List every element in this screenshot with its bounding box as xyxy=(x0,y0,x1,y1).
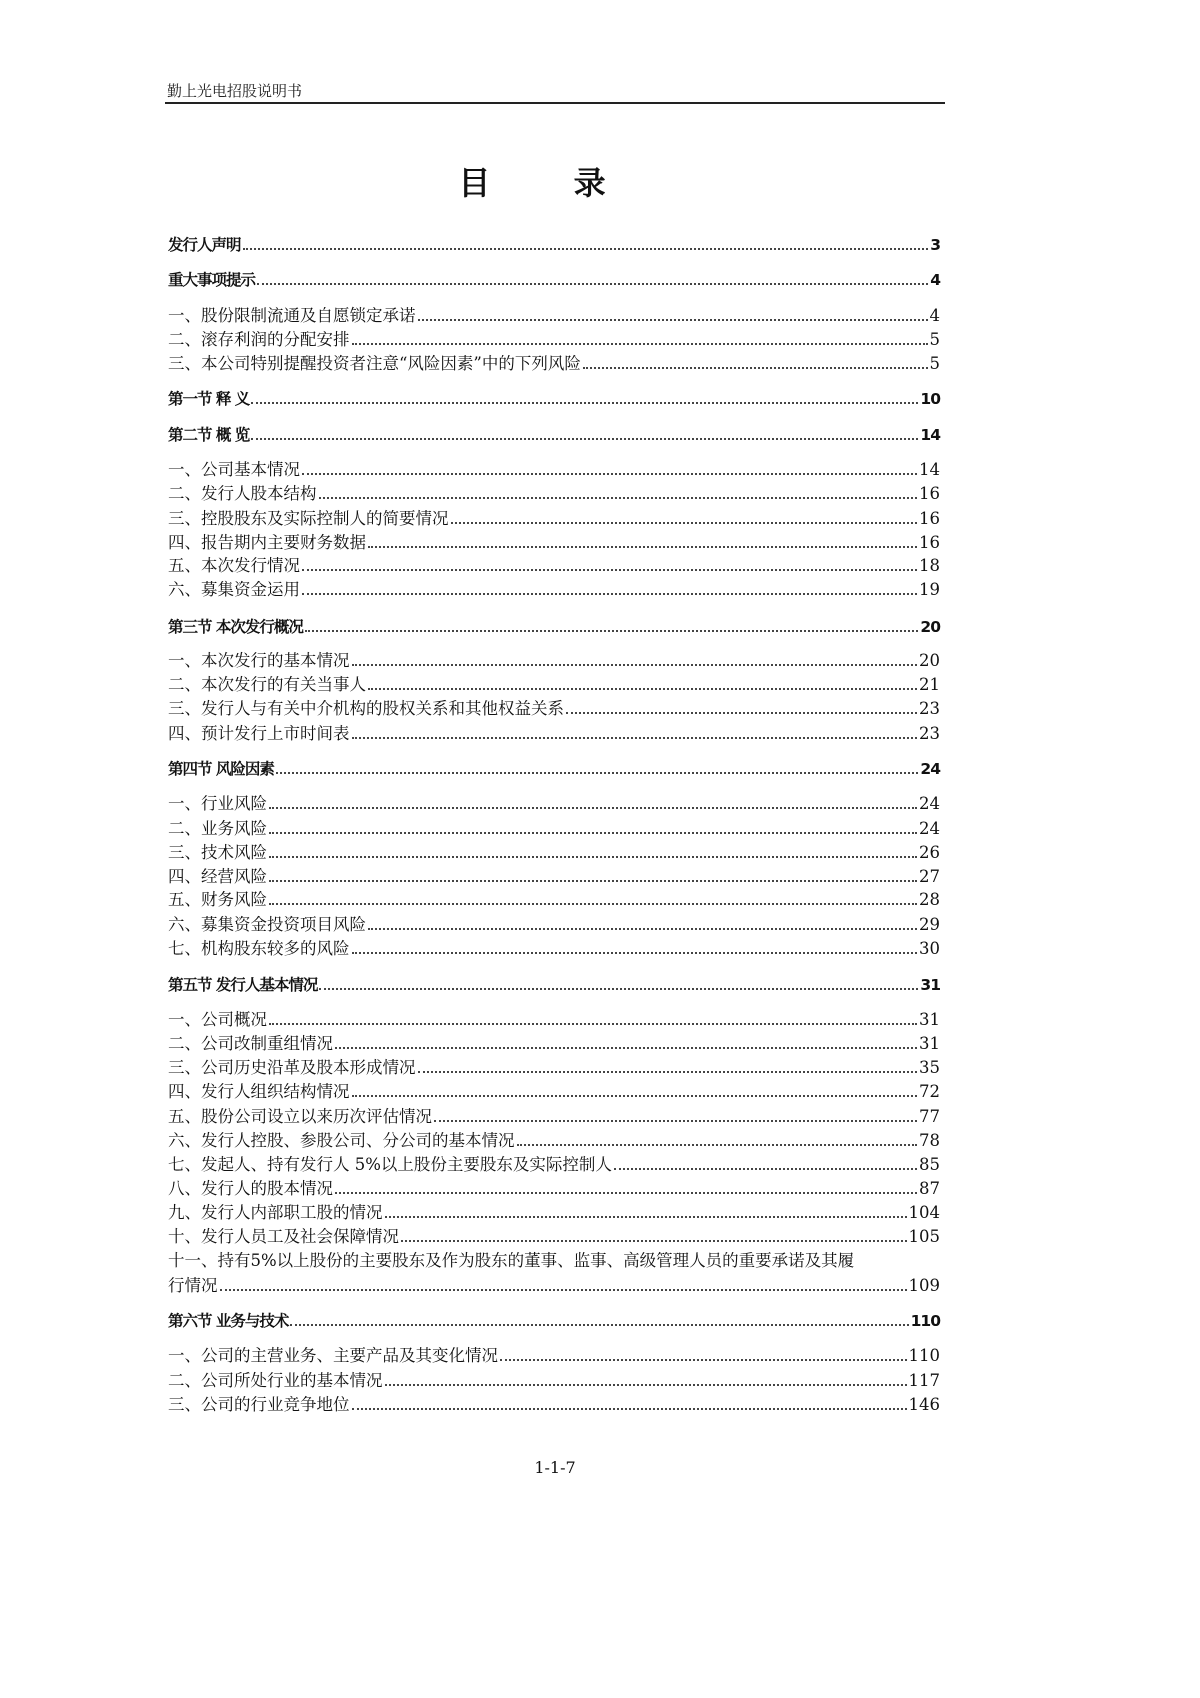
toc-entry[interactable] xyxy=(168,1081,940,1103)
toc-section-entry[interactable] xyxy=(168,974,940,996)
toc-entry-page: 87 xyxy=(919,1179,940,1198)
dot-leader xyxy=(352,1094,918,1097)
toc-entry-page: 29 xyxy=(919,915,940,934)
toc-entry-label: 六、募集资金运用 xyxy=(168,580,300,599)
toc-entry-label: 一、本次发行的基本情况 xyxy=(168,651,350,670)
toc-entry[interactable] xyxy=(168,889,940,911)
dot-leader xyxy=(335,1191,917,1194)
toc-entry[interactable] xyxy=(168,650,940,672)
toc-entry[interactable] xyxy=(168,579,940,601)
toc-entry-page: 18 xyxy=(919,556,940,575)
toc-entry[interactable] xyxy=(168,508,940,530)
dot-leader xyxy=(368,545,917,548)
toc-section-entry[interactable] xyxy=(168,269,940,291)
dot-leader xyxy=(220,1288,907,1291)
dot-leader xyxy=(302,568,917,571)
toc-entry[interactable] xyxy=(168,914,940,936)
toc-entry-label: 重大事项提示 xyxy=(168,271,256,289)
toc-entry[interactable] xyxy=(168,305,940,327)
toc-entry-label: 九、发行人内部职工股的情况 xyxy=(168,1203,383,1222)
dot-leader xyxy=(566,711,917,714)
dot-leader xyxy=(257,282,928,285)
toc-entry-label: 三、发行人与有关中介机构的股权关系和其他权益关系 xyxy=(168,699,564,718)
toc-entry[interactable] xyxy=(168,1226,940,1248)
toc-entry-label: 第三节 本次发行概况 xyxy=(168,618,303,636)
dot-leader xyxy=(401,1239,907,1242)
toc-entry-label: 三、公司的行业竞争地位 xyxy=(168,1395,350,1414)
toc-entry-label: 十、发行人员工及社会保障情况 xyxy=(168,1227,399,1246)
toc-entry-page: 3 xyxy=(930,236,940,254)
dot-leader xyxy=(517,1143,918,1146)
toc-entry-page: 23 xyxy=(919,699,940,718)
toc-entry[interactable] xyxy=(168,842,940,864)
toc-entry[interactable] xyxy=(168,818,940,840)
toc-entry-label: 三、本公司特别提醒投资者注意“风险因素”中的下列风险 xyxy=(168,354,581,373)
toc-entry[interactable] xyxy=(168,866,940,888)
toc-entry-page: 16 xyxy=(919,509,940,528)
dot-leader xyxy=(352,1407,907,1410)
dot-leader xyxy=(352,951,918,954)
toc-entry-label: 六、发行人控股、参股公司、分公司的基本情况 xyxy=(168,1131,515,1150)
toc-entry[interactable] xyxy=(168,698,940,720)
dot-leader xyxy=(302,592,917,595)
dot-leader xyxy=(418,318,928,321)
toc-section-entry[interactable] xyxy=(168,234,940,256)
toc-entry-label: 第四节 风险因素 xyxy=(168,760,274,778)
dot-leader xyxy=(500,1358,907,1361)
toc-entry[interactable] xyxy=(168,1106,940,1128)
toc-entry-label: 五、股份公司设立以来历次评估情况 xyxy=(168,1107,432,1126)
dot-leader xyxy=(352,663,918,666)
toc-entry-page: 21 xyxy=(919,675,940,694)
toc-entry-page: 4 xyxy=(929,306,940,325)
running-header: 勤上光电招股说明书 xyxy=(167,82,303,100)
dot-leader xyxy=(418,1070,918,1073)
toc-entry[interactable] xyxy=(168,674,940,696)
toc-entry-label: 八、发行人的股本情况 xyxy=(168,1179,333,1198)
dot-leader xyxy=(290,1323,908,1326)
toc-entry-label: 第二节 概 览 xyxy=(168,426,250,444)
toc-entry-page: 16 xyxy=(919,484,940,503)
toc-entry-page: 77 xyxy=(919,1107,940,1126)
toc-entry-label: 二、公司所处行业的基本情况 xyxy=(168,1371,383,1390)
dot-leader xyxy=(269,1022,917,1025)
toc-entry-page: 146 xyxy=(908,1395,940,1414)
toc-entry[interactable] xyxy=(168,1250,940,1272)
toc-entry-page: 31 xyxy=(919,1034,940,1053)
toc-entry-label: 五、本次发行情况 xyxy=(168,556,300,575)
toc-entry-page: 85 xyxy=(919,1155,940,1174)
dot-leader xyxy=(385,1383,907,1386)
toc-section-entry[interactable] xyxy=(168,424,940,446)
header-rule xyxy=(165,102,945,104)
toc-section-entry[interactable] xyxy=(168,616,940,638)
toc-entry-page: 5 xyxy=(929,330,940,349)
toc-entry-label: 二、本次发行的有关当事人 xyxy=(168,675,366,694)
dot-leader xyxy=(451,521,918,524)
toc-entry-label: 七、发起人、持有发行人 5%以上股份主要股东及实际控制人 xyxy=(168,1155,612,1174)
toc-entry[interactable] xyxy=(168,483,940,505)
toc-section-entry[interactable] xyxy=(168,758,940,780)
toc-entry-page: 110 xyxy=(910,1312,940,1330)
toc-entry-label: 二、滚存利润的分配安排 xyxy=(168,330,350,349)
toc-entry-page: 35 xyxy=(919,1058,940,1077)
toc-entry-page: 23 xyxy=(919,724,940,743)
dot-leader xyxy=(319,496,918,499)
dot-leader xyxy=(243,247,929,250)
toc-entry-label: 三、控股股东及实际控制人的简要情况 xyxy=(168,509,449,528)
toc-entry-label: 五、财务风险 xyxy=(168,890,267,909)
dot-leader xyxy=(614,1167,917,1170)
dot-leader xyxy=(302,472,917,475)
toc-entry[interactable] xyxy=(168,1394,940,1416)
toc-entry-label: 第五节 发行人基本情况 xyxy=(168,976,318,994)
toc-entry-page: 24 xyxy=(920,760,940,778)
dot-leader xyxy=(276,771,919,774)
dot-leader xyxy=(269,902,917,905)
toc-entry-label: 四、预计发行上市时间表 xyxy=(168,724,350,743)
toc-entry-label: 第六节 业务与技术 xyxy=(168,1312,289,1330)
dot-leader xyxy=(251,401,918,404)
dot-leader xyxy=(319,987,918,990)
dot-leader xyxy=(583,366,928,369)
toc-entry-page: 14 xyxy=(920,426,940,444)
toc-entry[interactable] xyxy=(168,1154,940,1176)
toc-entry-label: 三、公司历史沿革及股本形成情况 xyxy=(168,1058,416,1077)
toc-entry[interactable] xyxy=(168,793,940,815)
toc-entry-page: 20 xyxy=(920,618,940,636)
toc-entry[interactable] xyxy=(168,723,940,745)
toc-entry-label: 发行人声明 xyxy=(168,236,241,254)
toc-entry-page: 24 xyxy=(919,794,940,813)
toc-entry-label: 七、机构股东较多的风险 xyxy=(168,939,350,958)
toc-entry-page: 19 xyxy=(919,580,940,599)
dot-leader xyxy=(368,687,917,690)
toc-entry[interactable] xyxy=(168,1178,940,1200)
toc-entry-page: 24 xyxy=(919,819,940,838)
dot-leader xyxy=(305,629,919,632)
toc-section-entry[interactable] xyxy=(168,388,940,410)
toc-entry-label: 一、公司概况 xyxy=(168,1010,267,1029)
toc-entry[interactable] xyxy=(168,1130,940,1152)
toc-entry-page: 104 xyxy=(908,1203,940,1222)
toc-entry-page: 14 xyxy=(919,460,940,479)
toc-entry-page: 31 xyxy=(919,1010,940,1029)
toc-entry-label: 二、业务风险 xyxy=(168,819,267,838)
dot-leader xyxy=(368,927,917,930)
toc-entry-label: 四、发行人组织结构情况 xyxy=(168,1082,350,1101)
toc-entry-label: 一、公司基本情况 xyxy=(168,460,300,479)
toc-entry-label: 一、公司的主营业务、主要产品及其变化情况 xyxy=(168,1346,498,1365)
toc-entry-page: 30 xyxy=(919,939,940,958)
toc-entry-page: 117 xyxy=(908,1371,940,1390)
toc-entry[interactable] xyxy=(168,555,940,577)
toc-entry[interactable] xyxy=(168,1370,940,1392)
dot-leader xyxy=(335,1046,917,1049)
toc-entry-label: 第一节 释 义 xyxy=(168,390,250,408)
toc-entry[interactable] xyxy=(168,938,940,960)
dot-leader xyxy=(269,831,917,834)
toc-entry-page: 105 xyxy=(908,1227,940,1246)
toc-entry-page: 109 xyxy=(908,1276,940,1295)
toc-entry[interactable] xyxy=(168,532,940,554)
dot-leader xyxy=(269,806,917,809)
toc-entry-label: 一、行业风险 xyxy=(168,794,267,813)
toc-entry[interactable] xyxy=(168,1057,940,1079)
dot-leader xyxy=(251,437,918,440)
dot-leader xyxy=(434,1119,917,1122)
toc-entry-page: 78 xyxy=(919,1131,940,1150)
toc-entry[interactable] xyxy=(168,353,940,375)
toc-entry-page: 10 xyxy=(920,390,940,408)
toc-entry-page: 5 xyxy=(929,354,940,373)
toc-entry[interactable] xyxy=(168,1202,940,1224)
toc-entry-page: 20 xyxy=(919,651,940,670)
toc-entry-label: 四、经营风险 xyxy=(168,867,267,886)
toc-entry-page: 27 xyxy=(919,867,940,886)
toc-entry-page: 26 xyxy=(919,843,940,862)
toc-entry-label: 二、公司改制重组情况 xyxy=(168,1034,333,1053)
toc-entry-label: 三、技术风险 xyxy=(168,843,267,862)
toc-entry-label: 六、募集资金投资项目风险 xyxy=(168,915,366,934)
page-number: 1-1-7 xyxy=(534,1458,576,1477)
toc-entry-page: 4 xyxy=(930,271,940,289)
dot-leader xyxy=(352,342,928,345)
toc-entry-label: 二、发行人股本结构 xyxy=(168,484,317,503)
toc-entry[interactable] xyxy=(168,329,940,351)
toc-entry-label: 一、股份限制流通及自愿锁定承诺 xyxy=(168,306,416,325)
toc-entry[interactable] xyxy=(168,1009,940,1031)
page-title: 目 录 xyxy=(458,164,642,202)
toc-entry-label: 十一、持有5%以上股份的主要股东及作为股东的董事、监事、高级管理人员的重要承诺及其履 xyxy=(168,1251,855,1270)
toc-entry-page: 28 xyxy=(919,890,940,909)
dot-leader xyxy=(352,736,918,739)
toc-section-entry[interactable] xyxy=(168,1310,940,1332)
toc-entry[interactable] xyxy=(168,459,940,481)
toc-entry-page: 31 xyxy=(920,976,940,994)
dot-leader xyxy=(269,855,917,858)
toc-entry[interactable] xyxy=(168,1275,940,1297)
toc-entry-label-cont: 行情况 xyxy=(168,1276,218,1295)
dot-leader xyxy=(385,1215,907,1218)
toc-entry-page: 16 xyxy=(919,533,940,552)
toc-entry[interactable] xyxy=(168,1033,940,1055)
toc-entry-page: 72 xyxy=(919,1082,940,1101)
toc-entry[interactable] xyxy=(168,1345,940,1367)
toc-entry-page: 110 xyxy=(908,1346,940,1365)
toc-entry-label: 四、报告期内主要财务数据 xyxy=(168,533,366,552)
dot-leader xyxy=(269,879,917,882)
